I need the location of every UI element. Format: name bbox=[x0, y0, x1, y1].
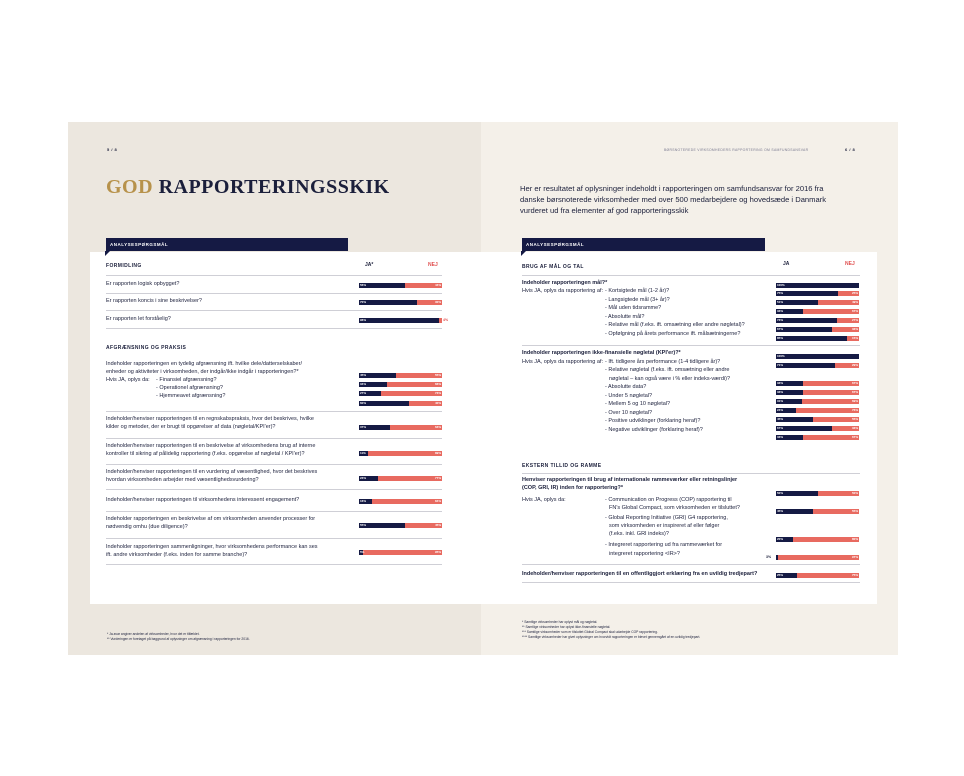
sub-question: - Operationel afgrænsning? bbox=[156, 385, 223, 391]
answer-bar: 37% 63% bbox=[360, 425, 441, 429]
answer-bar: 27% 73% bbox=[360, 391, 441, 395]
sub-question-cont: som virksomheden er inspireret af eller følger bbox=[609, 522, 720, 529]
intro-text: Her er resultatet af oplysninger indeholdt i rapporteringen om samfundsansvar for 2016 fra danske børsnoterede virksomheder med over 500 medarbejdere og hovedsæde i Danmark vurderet ud fra elementer af god rapporteringsskik bbox=[520, 184, 827, 215]
question: Indeholder rapporteringen en tydelig afgrænsning ift. hvilke dele/datterselskaber/ bbox=[106, 361, 302, 367]
question: Er rapporten logisk opbygget? bbox=[106, 281, 180, 287]
answer-bar: 20% 80% bbox=[777, 537, 858, 541]
sub-question: - Over 10 nøgletal? bbox=[605, 409, 653, 416]
question: Henviser rapporteringen til brug af internationale rammeværker eller retningslinjer bbox=[522, 477, 738, 483]
question-cont: ift. andre virksomheder (f.eks. inden for samme branche)? bbox=[106, 551, 248, 558]
sub-question: - Ift. tidligere års performance (1-4 tidligere år)? bbox=[605, 358, 721, 365]
answer-bar: 100% bbox=[776, 283, 859, 288]
sub-question-cont: nøgletal – kan også være i % eller indeks-værdi)? bbox=[609, 375, 731, 382]
sub-question: - Absolutte data? bbox=[605, 384, 647, 390]
answer-bar: 45% 55% bbox=[777, 509, 858, 513]
answer-bar: 75% 25% bbox=[777, 291, 858, 295]
sub-question: - Integreret rapportering ud fra rammeværket for bbox=[605, 542, 723, 548]
answer-bar: 25% 75% bbox=[777, 573, 858, 577]
sub-question: - Positive udviklinger (forklaring heraf)? bbox=[605, 418, 701, 424]
answer-bar: 5% 95% bbox=[360, 550, 441, 554]
right-page-number: 6 / 8 bbox=[845, 147, 856, 152]
question-cont: nødvendig omhu (due diligence)? bbox=[106, 523, 188, 530]
answer-bar: 31% 69% bbox=[777, 399, 858, 403]
divider bbox=[522, 345, 860, 346]
answer-bar: 100% bbox=[776, 354, 859, 359]
if-yes-label: Hvis JA, oplys da rapportering af: bbox=[522, 288, 604, 294]
divider bbox=[522, 564, 860, 565]
divider bbox=[522, 473, 860, 474]
footnote: ** Samtlige virksomheder har oplyst ikke-finansielle nøgletal. bbox=[522, 625, 611, 629]
col-nej-right: NEJ bbox=[845, 261, 855, 267]
sub-question: - Opfølgning på årets performance ift. målsætningerne? bbox=[605, 330, 741, 337]
divider bbox=[106, 464, 442, 465]
divider bbox=[106, 564, 442, 565]
question: Indeholder rapporteringen sammenligninger, hvor virksomhedens performance kan ses bbox=[106, 544, 318, 550]
if-yes-label: Hvis JA, oplys da rapportering af: bbox=[522, 358, 604, 365]
answer-bar: 45% 55% bbox=[360, 373, 441, 377]
page-title bbox=[106, 176, 390, 199]
section-afgraensning: AFGRÆNSNING OG PRAKSIS bbox=[106, 345, 187, 351]
answer-bar: 67% 33% bbox=[777, 327, 858, 331]
question: Indeholder/henviser rapporteringen til en regnskabspraksis, hvor det beskrives, hvilke bbox=[106, 416, 314, 422]
sub-question: - Under 5 nøgletal? bbox=[605, 392, 653, 399]
sub-question: - Finansiel afgrænsning? bbox=[156, 377, 217, 383]
question-cont: (COP, GRI, IR) inden for rapportering?* bbox=[522, 484, 624, 491]
sub-question: - Langsigtede mål (3+ år)? bbox=[605, 296, 670, 303]
title-part1: GOD bbox=[106, 176, 154, 198]
footnote: * Samtlige virksomheder har oplyst mål og nøgletal. bbox=[522, 620, 598, 624]
question: Indeholder rapporteringen en beskrivelse af om virksomheden anvender processer for bbox=[106, 516, 316, 522]
question: Indeholder rapporteringen ikke-finansielle nøgletal (KPI'er)?* bbox=[522, 350, 681, 356]
question: Er rapporten let forståelig? bbox=[106, 316, 171, 322]
divider bbox=[106, 538, 442, 539]
footnote: **** Samtlige virksomheder har givet oplysninger om hvorvidt rapporteringen er blevet gennemgået af en uvildig tredjepart. bbox=[522, 635, 701, 639]
answer-bar: 85% 15% bbox=[777, 336, 858, 340]
answer-bar: 96% bbox=[359, 318, 442, 323]
section-ekstern-tillid: EKSTERN TILLID OG RAMME bbox=[522, 463, 602, 469]
if-yes-label: Hvis JA, oplys da: bbox=[106, 377, 150, 383]
question-cont: enheder og aktiviteter i virksomheden, der indgår/ikke indgår i rapporteringen?* bbox=[106, 368, 299, 375]
analysis-tab-left: ANALYSESPØRGSMÅL bbox=[106, 238, 348, 251]
answer-bar: 34% 66% bbox=[360, 382, 441, 386]
if-yes-label: Hvis JA, oplys da: bbox=[522, 497, 566, 503]
sub-question: - Relative mål (f.eks. ift. omsætning eller andre nøgletal)? bbox=[605, 322, 745, 328]
col-ja-left: JA* bbox=[365, 262, 374, 268]
answer-bar: 73% 27% bbox=[777, 318, 858, 322]
answer-bar: 11% 89% bbox=[360, 451, 441, 455]
col-ja-right: JA bbox=[783, 261, 790, 267]
title-part2: RAPPORTERINGSSKIK bbox=[158, 176, 390, 198]
answer-bar: 97% bbox=[776, 555, 859, 560]
divider bbox=[522, 275, 860, 276]
sub-question: - Mål uden tidsramme? bbox=[605, 305, 662, 311]
sub-question: - Kortsigtede mål (1-2 år)? bbox=[605, 288, 670, 294]
divider bbox=[106, 293, 442, 294]
footnote: *** Samtlige virksomheder som er tilsluttet Global Compact skal udarbejde COP rapportering. bbox=[522, 630, 658, 634]
answer-bar: 23% 77% bbox=[360, 476, 441, 480]
answer-bar: 51% 49% bbox=[777, 300, 858, 304]
divider bbox=[106, 275, 442, 276]
question: Indeholder/henviser rapporteringen til en beskrivelse af virksomhedens brug af interne bbox=[106, 443, 316, 449]
answer-bar: 33% 67% bbox=[777, 309, 858, 313]
question: Indeholder/henviser rapporteringen til en offentliggjort erklæring fra en uvildig tredjepart? bbox=[522, 571, 758, 577]
divider bbox=[106, 438, 442, 439]
answer-bar: 45% 55% bbox=[777, 417, 858, 421]
question-cont: hvordan virksomheden arbejder med væsentlighedsvurdering? bbox=[106, 476, 259, 483]
answer-bar: 33% 67% bbox=[777, 435, 858, 439]
sub-question: - Global Reporting Initiative (GRI) G4 rapportering, bbox=[605, 514, 728, 521]
left-page-number: 5 / 8 bbox=[107, 147, 118, 152]
sub-question: - Relative nøgletal (f.eks. ift. omsætning eller andre bbox=[605, 367, 730, 373]
section-brug-af-maal: BRUG AF MÅL OG TAL bbox=[522, 264, 584, 270]
sub-question-cont: FN's Global Compact, som virksomheden er tilsluttet? bbox=[609, 505, 740, 511]
nej-label: 4% bbox=[443, 318, 449, 322]
sub-question: - Communication on Progress (COP) rapportering til bbox=[605, 497, 732, 503]
sub-question-cont: integreret rapportering <IR>? bbox=[609, 550, 680, 557]
divider bbox=[106, 310, 442, 311]
question-cont: kilder og metoder, der er brugt til opgørelser af data (nøgletal/KPI'er)? bbox=[106, 423, 276, 430]
divider bbox=[522, 582, 860, 583]
question-cont: kontroller til sikring af pålidelig rapportering (f.eks. opgørelse af nøgletal / KPI'er)? bbox=[106, 450, 305, 457]
sub-question: - Absolutte mål? bbox=[605, 313, 645, 320]
answer-bar: 60% 40% bbox=[360, 401, 441, 405]
answer-bar: 67% 33% bbox=[777, 426, 858, 430]
question: Indeholder/henviser rapporteringen til en vurdering af væsentlighed, hvor det beskrives bbox=[106, 469, 318, 475]
answer-bar: 70% 30% bbox=[360, 300, 441, 304]
answer-bar: 50% 50% bbox=[777, 491, 858, 495]
question: Indeholder/henviser rapporteringen til virksomhedens interessent engagement? bbox=[106, 497, 300, 503]
analysis-tab-right: ANALYSESPØRGSMÅL bbox=[522, 238, 765, 251]
footnote: ** Vurderingen er foretaget på baggrund af oplysninger om afgrænsning i rapporteringen for 2016. bbox=[107, 637, 250, 641]
answer-bar: 16% 84% bbox=[360, 499, 441, 503]
answer-bar: 33% 67% bbox=[777, 390, 858, 394]
answer-bar: 56% 44% bbox=[360, 283, 441, 287]
question: Indeholder rapporteringen mål?* bbox=[522, 280, 608, 286]
section-formidling: FORMIDLING bbox=[106, 263, 142, 269]
divider bbox=[106, 511, 442, 512]
divider bbox=[106, 489, 442, 490]
answer-bar: 33% 67% bbox=[777, 381, 858, 385]
answer-bar: 55% 45% bbox=[360, 523, 441, 527]
sub-question-cont: (f.eks. inkl. GRI indeks)? bbox=[609, 530, 669, 537]
question: Er rapporten koncis i sine beskrivelser? bbox=[106, 298, 202, 304]
sub-question: - Hjemmeavet afgrænsning? bbox=[156, 393, 226, 399]
sub-question: - Negative udviklinger (forklaring heraf)? bbox=[605, 426, 703, 433]
answer-bar: 24% 76% bbox=[777, 408, 858, 412]
footnote: * Ja-svar angiver andelen af virksomheder, hvor det er tilfældet. bbox=[107, 632, 200, 636]
answer-bar: 71% 29% bbox=[777, 363, 858, 367]
running-head: BØRSNOTEREDE VIRKSOMHEDERS RAPPORTERING OM SAMFUNDSANSVAR bbox=[664, 148, 809, 152]
ja-label: 3% bbox=[766, 555, 772, 559]
divider bbox=[106, 411, 442, 412]
col-nej-left: NEJ bbox=[428, 262, 438, 268]
sub-question: - Mellem 5 og 10 nøgletal? bbox=[605, 401, 671, 407]
divider bbox=[106, 328, 442, 329]
